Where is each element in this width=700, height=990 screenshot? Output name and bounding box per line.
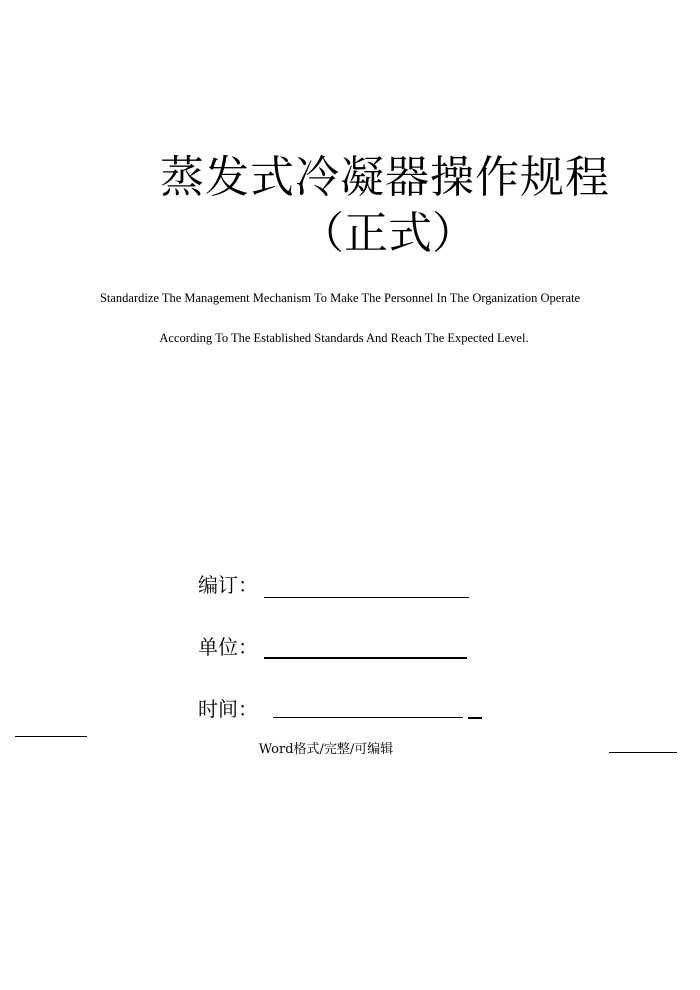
field-unit-blank[interactable] [264,657,467,659]
footer-rule-right [609,752,677,753]
document-subtitle: （正式） [300,208,476,259]
footer-rule-left [15,736,87,737]
field-time-label: 时间： [198,697,258,721]
field-time-blank[interactable] [273,717,463,718]
field-time-tail [468,717,482,719]
document-title: 蒸发式冷凝器操作规程 [160,152,610,203]
field-editor-blank[interactable] [264,597,469,598]
description-line-1: Standardize The Management Mechanism To Make The Personnel In The Organization Operate [99,291,581,305]
field-editor-label: 编订： [198,573,258,597]
description-line-2: According To The Established Standards And Reach The Expected Level. [159,331,529,345]
field-unit-label: 单位： [198,635,258,659]
footer-note: Word格式/完整/可编辑 [258,742,394,757]
